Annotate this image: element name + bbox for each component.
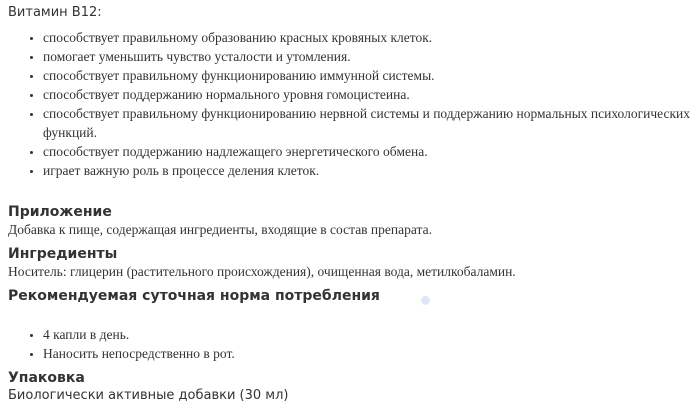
product-description bbox=[8, 0, 698, 403]
list-item: • способствует правильному функционированию нервной системы и поддержанию нормальных психологических функций. bbox=[43, 104, 698, 142]
list-item: • способствует поддержанию нормального уровня гомоцистеина. bbox=[43, 85, 698, 104]
packaging-text: Биологически активные добавки (30 мл) bbox=[8, 388, 289, 403]
list-item: • Наносить непосредственно в рот. bbox=[43, 344, 235, 363]
list-item: • способствует поддержанию надлежащего энергетического обмена. bbox=[43, 142, 698, 161]
benefits-section bbox=[8, 28, 698, 180]
list-item: • помогает уменьшить чувство усталости и утомления. bbox=[43, 47, 698, 66]
application-heading: Приложение bbox=[8, 204, 112, 220]
ingredients-text: Носитель: глицерин (растительного происхождения), очищенная вода, метилкобаламин. bbox=[8, 264, 516, 279]
list-item: • способствует правильному функционированию иммунной системы. bbox=[43, 66, 698, 85]
benefits-list bbox=[8, 28, 698, 180]
packaging-heading: Упаковка bbox=[8, 370, 85, 386]
dosage-heading: Рекомендуемая суточная норма потребления bbox=[8, 288, 380, 304]
list-item: • играет важную роль в процессе деления клеток. bbox=[43, 161, 698, 180]
ingredients-heading: Ингредиенты bbox=[8, 246, 118, 262]
list-item: • 4 капли в день. bbox=[43, 325, 235, 344]
cursor-dot-icon bbox=[421, 296, 430, 305]
application-text: Добавка к пище, содержащая ингредиенты, входящие в состав препарата. bbox=[8, 222, 432, 237]
list-item: • способствует правильному образованию красных кровяных клеток. bbox=[43, 28, 698, 47]
dosage-list bbox=[8, 325, 235, 363]
intro-text: Витамин B12: bbox=[8, 5, 102, 20]
